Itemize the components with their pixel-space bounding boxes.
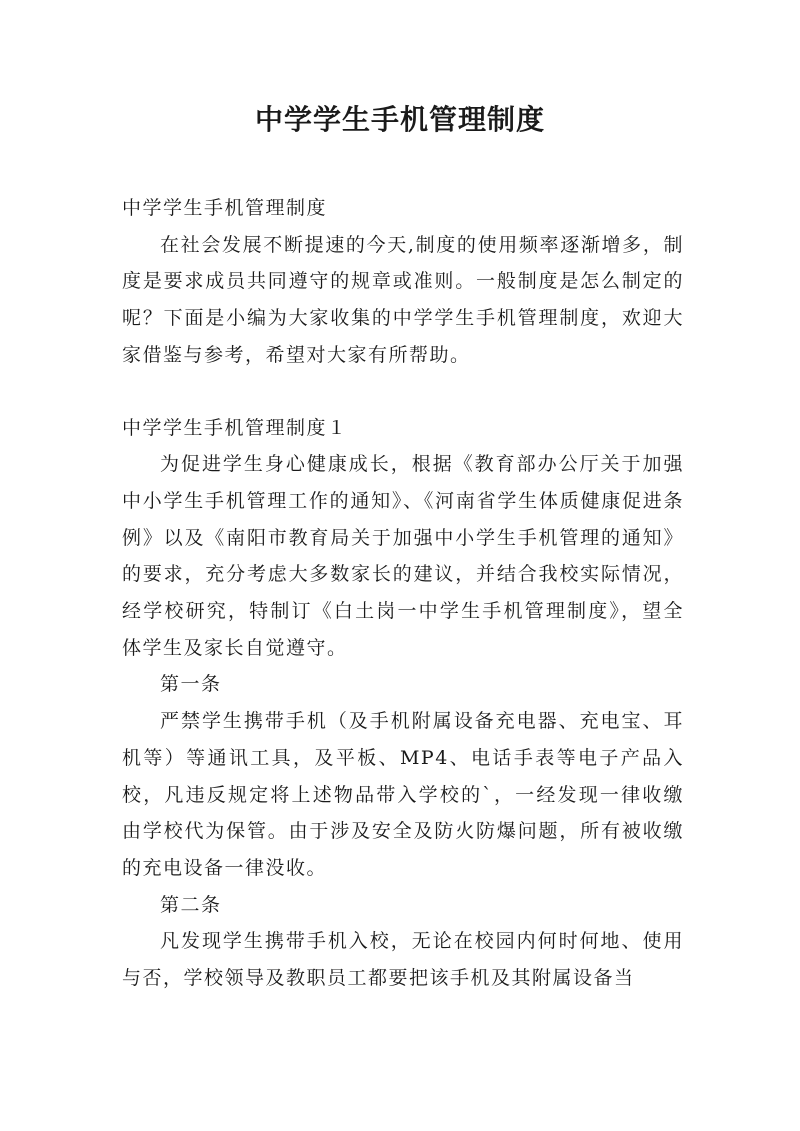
- document-title: 中学学生手机管理制度: [254, 103, 545, 136]
- article-1-label: 第一条: [160, 673, 222, 696]
- article-2-label: 第二条: [160, 893, 222, 916]
- section-paragraph: 为促进学生身心健康成长，根据《教育部办公厅关于加强中小学生手机管理工作的通知》、《河南省学生体质健康促进条例》以及《南阳市教育局关于加强中小学生手机管理的通知》的要求，充分考虑大多数家长的建议，并结合我校实际情况，经学校研究，特制订《白土岗一中学生手机管理制度》，望全体学生及家长自觉遵守。: [122, 453, 684, 659]
- article-1-text: 严禁学生携带手机（及手机附属设备充电器、充电宝、耳机等）等通讯工具，及平板、MP4、电话手表等电子产品入校，凡违反规定将上述物品带入学校的`，一经发现一律收缴由学校代为保管。由于涉及安全及防火防爆问题，所有被收缴的充电设备一律没收。: [122, 710, 684, 879]
- intro-paragraph: 在社会发展不断提速的今天,制度的使用频率逐渐增多，制度是要求成员共同遵守的规章或准则。一般制度是怎么制定的呢？下面是小编为大家收集的中学学生手机管理制度，欢迎大家借鉴与参考，希望对大家有所帮助。: [122, 233, 684, 366]
- document-body: [122, 190, 684, 997]
- article-2-text: 凡发现学生携带手机入校，无论在校园内何时何地、使用与否，学校领导及教职员工都要把该手机及其附属设备当: [122, 930, 684, 990]
- section-spacer: [122, 374, 684, 410]
- subtitle: 中学学生手机管理制度: [122, 197, 328, 219]
- section-heading: 中学学生手机管理制度１: [122, 416, 348, 439]
